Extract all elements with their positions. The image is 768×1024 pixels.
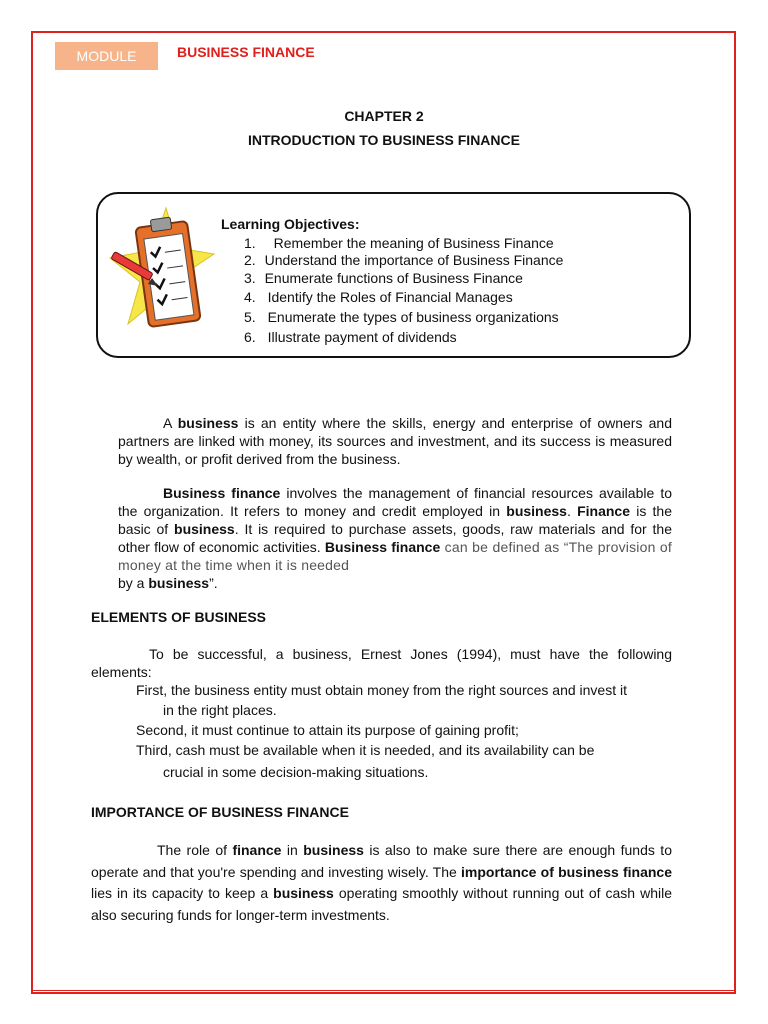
objective-text: Illustrate payment of dividends [267,329,457,345]
element-first-continuation: in the right places. [163,702,277,718]
objective-item [244,309,559,325]
element-first-line: First, the business entity must obtain money from the right sources and invest it [136,682,627,698]
objective-item [244,329,457,345]
elements-heading: ELEMENTS OF BUSINESS [91,609,267,625]
objective-number: 2. [244,252,256,268]
objective-number: 4. [244,289,256,305]
objective-number: 1. [244,235,256,251]
business-definition-paragraph: A business is an entity where the skills, energy and enterprise of owners and partners are linked with money, its sources and investment, and its success is measured by wealth, or profit derived from the business. [118,415,672,467]
chapter-number: CHAPTER 2 [344,108,424,124]
clipboard-checklist-icon [106,206,216,331]
element-third-continuation: crucial in some decision-making situations. [163,764,429,780]
element-second-line: Second, it must continue to attain its purpose of gaining profit; [136,722,519,738]
importance-heading: IMPORTANCE OF BUSINESS FINANCE [91,804,349,820]
objective-text: Understand the importance of Business Finance [264,252,564,268]
page-border-bottom-line [31,990,736,991]
objective-number: 5. [244,309,256,325]
module-label: MODULE [55,42,158,70]
objective-item [244,289,513,305]
objective-number: 3. [244,270,256,286]
objective-number: 6. [244,329,256,345]
objective-text: Identify the Roles of Financial Manages [267,289,513,305]
objective-item [244,252,563,268]
elements-intro-paragraph: To be successful, a business, Ernest Jones (1994), must have the following elements: [91,646,672,680]
importance-paragraph: The role of finance in business is also to make sure there are enough funds to operate and that you're spending and investing wisely. The importance of business finance lies in its capacity to keep a business operating smoothly without running out of cash while also securing funds for longer-term investments. [91,842,673,923]
business-finance-paragraph: Business finance involves the management of financial resources available to the organization. It refers to money and credit employed in business. Finance is the basic of business. It is required to purchase assets, goods, raw materials and for the other flow of economic activities. Business finance can be defined as “The provision of money at the time when it is needed by a business”. [118,485,673,591]
module-title: BUSINESS FINANCE [177,44,315,60]
objective-item [244,270,523,286]
objective-text: Enumerate functions of Business Finance [264,270,523,286]
objective-item [244,235,554,251]
element-third-line: Third, cash must be available when it is needed, and its availability can be [136,742,595,758]
objective-text: Enumerate the types of business organizations [267,309,559,325]
objectives-heading: Learning Objectives: [221,216,360,232]
chapter-title: INTRODUCTION TO BUSINESS FINANCE [248,132,520,148]
objective-text: Remember the meaning of Business Finance [273,235,554,251]
